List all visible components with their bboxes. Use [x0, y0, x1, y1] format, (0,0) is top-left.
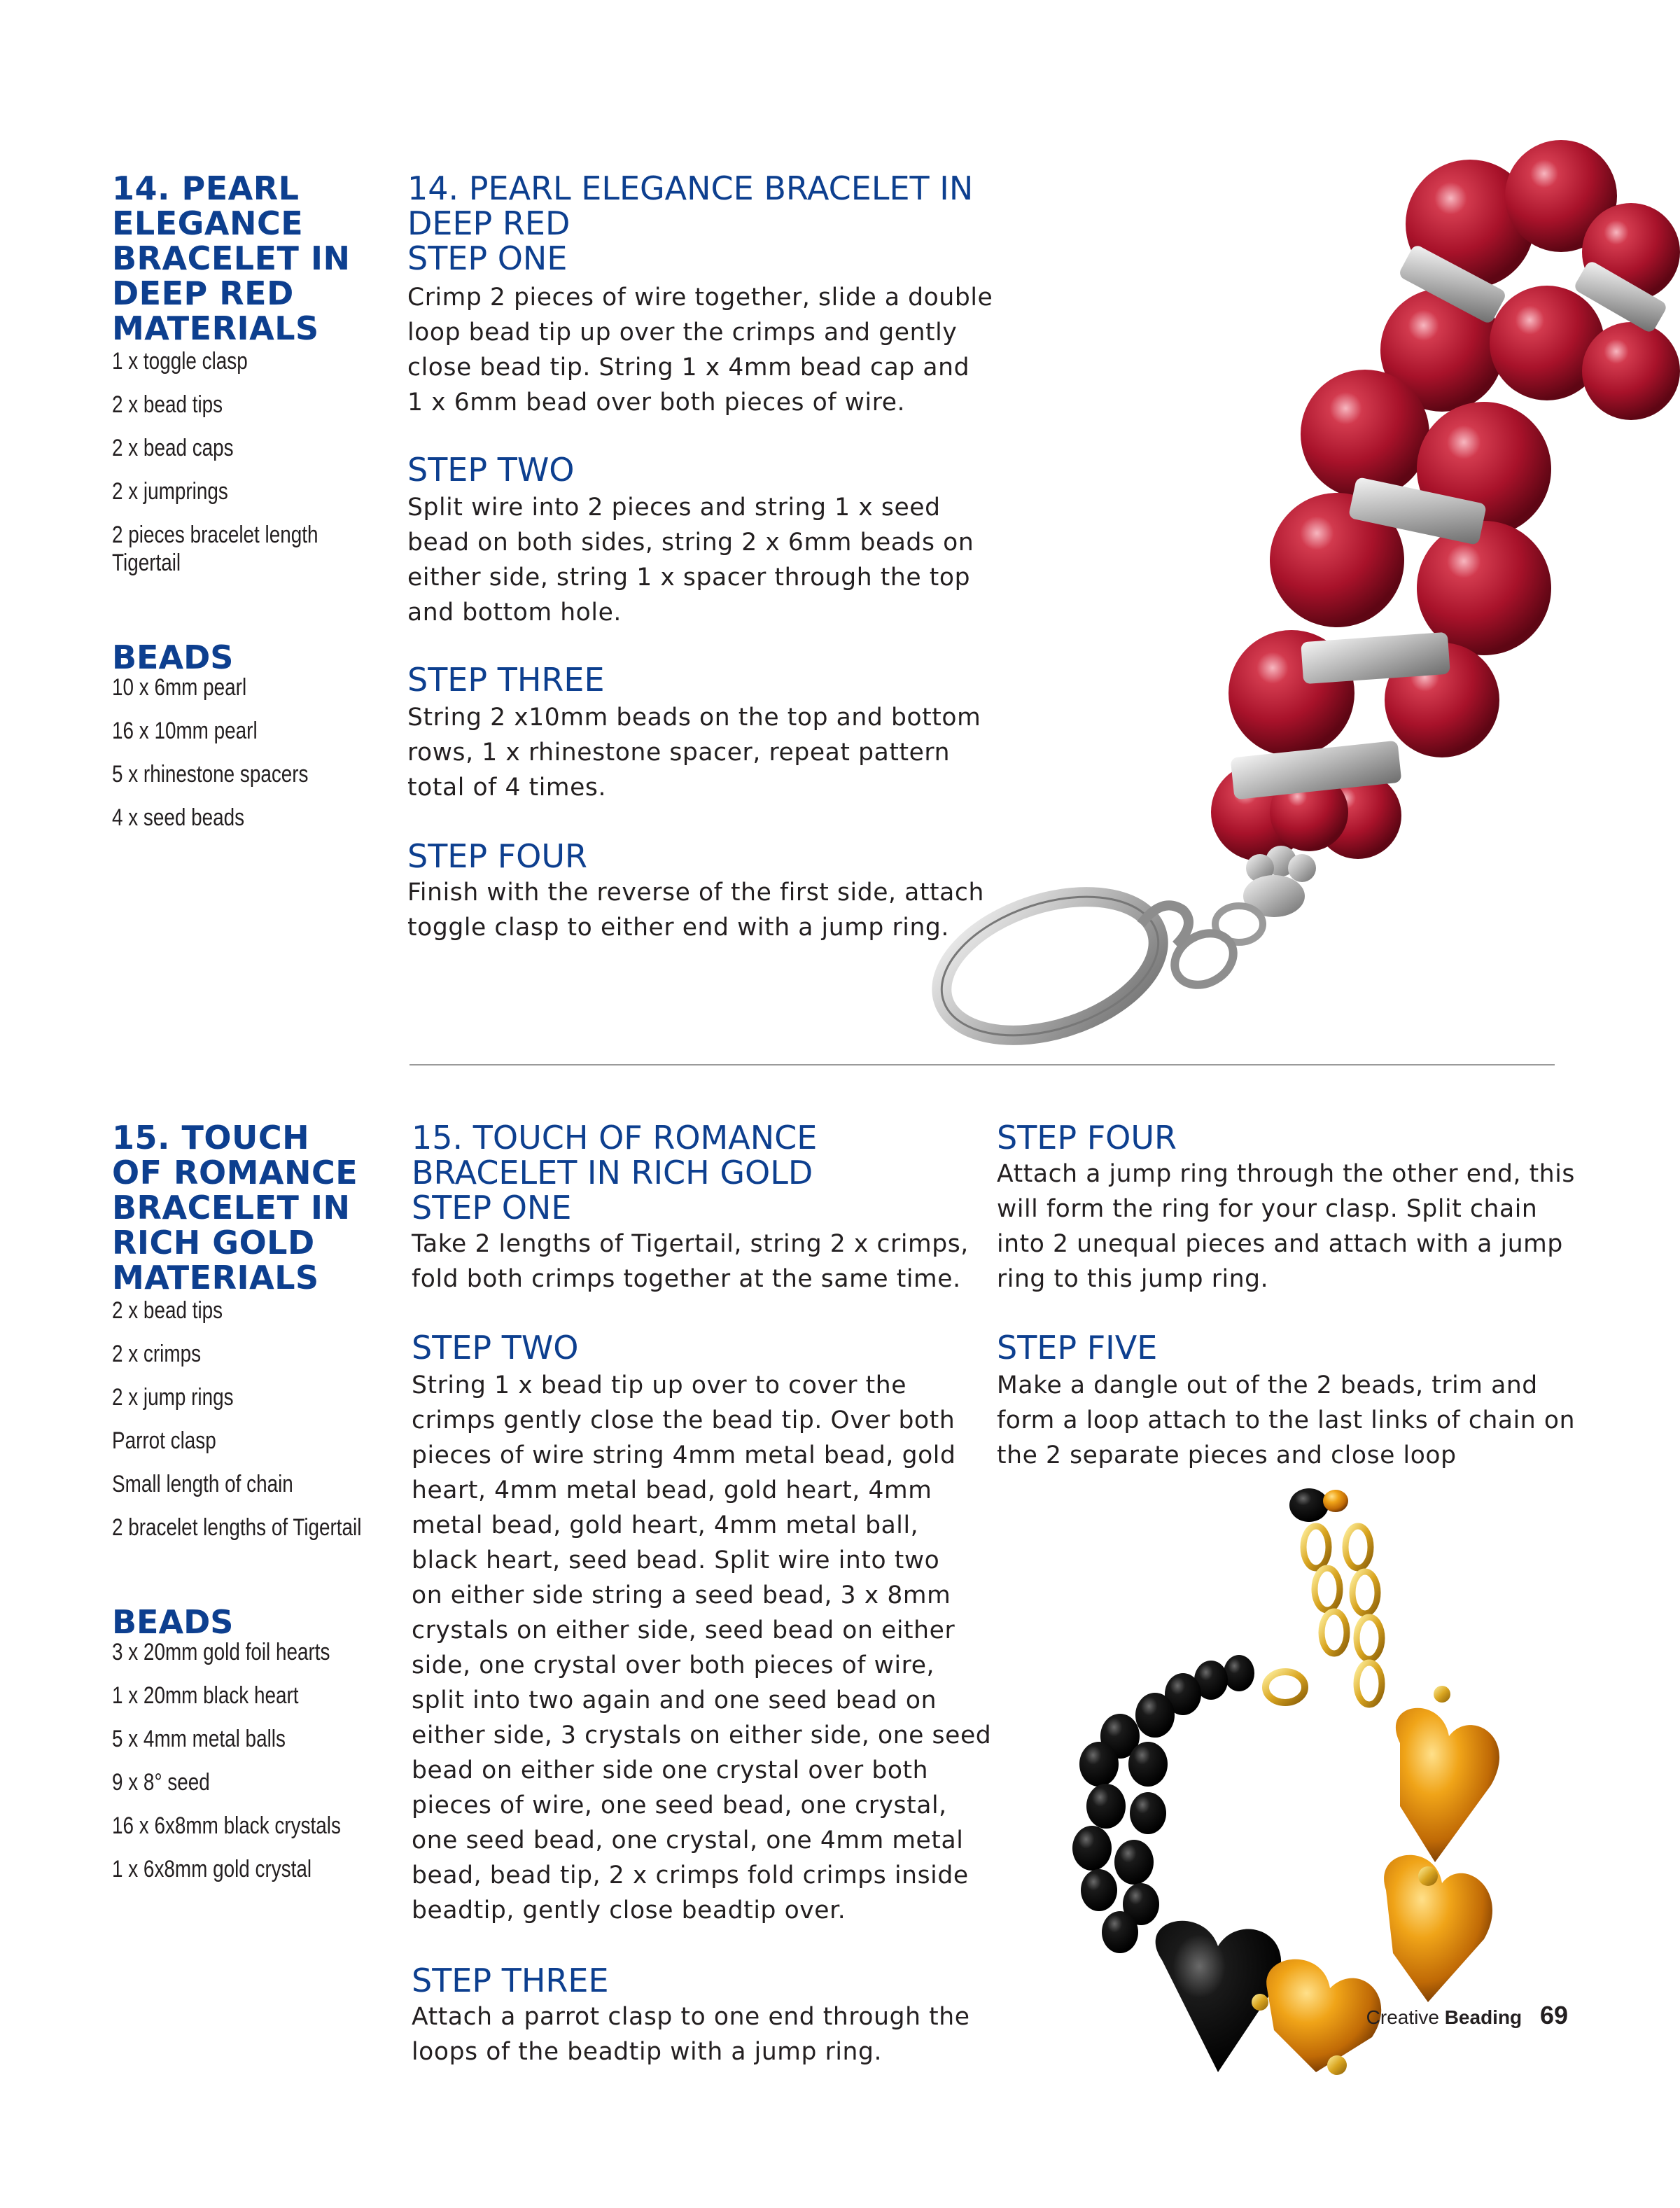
p15-materials-list	[112, 1297, 361, 1557]
list-item: 2 x bead tips	[112, 391, 223, 418]
text-line: loop bead tip up over the crimps and gently	[407, 319, 958, 347]
p14-step-one-heading: STEP ONE	[407, 239, 568, 277]
text-line: either side, 3 crystals on either side, one seed	[412, 1721, 992, 1749]
text-line: crimps gently close the bead tip. Over both	[412, 1406, 955, 1434]
page-number: 69	[1539, 2001, 1568, 2029]
text-line: one seed bead, one crystal, one 4mm metal	[412, 1826, 964, 1854]
text-line: and bottom hole.	[407, 599, 622, 627]
list-item: 5 x 4mm metal balls	[112, 1726, 286, 1752]
p15-main-title-line: 15. TOUCH OF ROMANCE	[412, 1119, 818, 1157]
p15-materials-heading: MATERIALS	[112, 1259, 319, 1297]
list-item: 5 x rhinestone spacers	[112, 761, 309, 788]
p14-main-title	[407, 171, 973, 276]
text-line: toggle clasp to either end with a jump ring.	[407, 914, 949, 942]
text-line: String 2 x10mm beads on the top and bottom	[407, 704, 981, 732]
text-line: close bead tip. String 1 x 4mm bead cap and	[407, 354, 970, 382]
text-line: String 1 x bead tip up over to cover the	[412, 1371, 907, 1399]
text-line: bead, bead tip, 2 x crimps fold crimps inside	[412, 1861, 969, 1889]
p14-step-two-body	[407, 490, 974, 630]
red-pearl-bracelet-photo	[931, 140, 1680, 1029]
p15-sidebar-title-line: RICH GOLD	[112, 1224, 315, 1262]
text-line: Crimp 2 pieces of wire together, slide a double	[407, 284, 993, 312]
p14-step-three-heading: STEP THREE	[407, 661, 605, 699]
text-line: either side, string 1 x spacer through the top	[407, 564, 971, 592]
list-item: 2 bracelet lengths of Tigertail	[112, 1514, 362, 1541]
list-item: 1 x toggle clasp	[112, 348, 248, 375]
magazine-prefix: Creative	[1366, 2006, 1439, 2028]
text-line: side, one crystal over both pieces of wire,	[412, 1651, 935, 1679]
p15-step-four-heading: STEP FOUR	[997, 1119, 1177, 1157]
p14-sidebar-title-line: DEEP RED	[112, 274, 294, 312]
magazine-name: Beading	[1444, 2006, 1522, 2028]
p14-materials-list	[112, 347, 318, 592]
p14-beads-heading: BEADS	[112, 638, 234, 676]
text-line: the 2 separate pieces and close loop	[997, 1441, 1457, 1469]
text-line: fold both crimps together at the same time.	[412, 1265, 961, 1293]
text-line: Attach a jump ring through the other end, this	[997, 1160, 1575, 1188]
p15-sidebar-title-line: OF ROMANCE	[112, 1154, 358, 1192]
p15-beads-heading: BEADS	[112, 1603, 234, 1641]
text-line: split into two again and one seed bead on	[412, 1686, 937, 1714]
text-line: black heart, seed bead. Split wire into two	[412, 1546, 940, 1574]
text-line: bead on both sides, string 2 x 6mm beads on	[407, 529, 974, 557]
text-line: Finish with the reverse of the first side, attach	[407, 879, 984, 907]
p14-step-two-heading: STEP TWO	[407, 451, 575, 489]
page-footer	[1366, 2001, 1568, 2030]
p15-step-three-body	[412, 1999, 970, 2069]
text-line: Split wire into 2 pieces and string 1 x seed	[407, 494, 941, 522]
text-line: will form the ring for your clasp. Split chain	[997, 1195, 1538, 1223]
p15-sidebar-title-line: 15. TOUCH	[112, 1119, 310, 1157]
p14-sidebar-title-line: ELEGANCE	[112, 204, 304, 242]
text-line: metal bead, gold heart, 4mm metal ball,	[412, 1511, 919, 1539]
p14-sidebar-title	[112, 171, 351, 346]
text-line: crystals on either side, seed bead on either	[412, 1616, 955, 1644]
p15-beads-list	[112, 1638, 341, 1899]
list-item: 2 pieces bracelet length Tigertail	[112, 522, 318, 576]
p14-step-four-body	[407, 875, 984, 945]
p15-step-five-body	[997, 1368, 1575, 1473]
p15-step-two-heading: STEP TWO	[412, 1329, 579, 1367]
section-divider	[410, 1064, 1555, 1065]
text-line: pieces of wire string 4mm metal bead, gold	[412, 1441, 956, 1469]
text-line: on either side string a seed bead, 3 x 8mm	[412, 1581, 951, 1609]
list-item: 2 x jumprings	[112, 478, 228, 505]
text-line: rows, 1 x rhinestone spacer, repeat pattern	[407, 739, 951, 767]
p14-materials-heading: MATERIALS	[112, 309, 319, 347]
text-line: form a loop attach to the last links of chain on	[997, 1406, 1576, 1434]
list-item: 2 x bead caps	[112, 435, 234, 461]
text-line: Make a dangle out of the 2 beads, trim and	[997, 1371, 1538, 1399]
p15-step-five-heading: STEP FIVE	[997, 1329, 1158, 1367]
text-line: Attach a parrot clasp to one end through the	[412, 2003, 970, 2031]
list-item: 1 x 20mm black heart	[112, 1682, 299, 1709]
list-item: 16 x 10mm pearl	[112, 718, 258, 744]
p14-sidebar-title-line: 14. PEARL	[112, 169, 300, 207]
p15-step-one-heading: STEP ONE	[412, 1189, 572, 1227]
p15-step-four-body	[997, 1157, 1575, 1297]
list-item: 2 x bead tips	[112, 1297, 223, 1324]
p15-sidebar-title-line: BRACELET IN	[112, 1189, 351, 1227]
p15-step-one-body	[412, 1227, 969, 1297]
p14-main-title-line: DEEP RED	[407, 204, 570, 242]
list-item: Small length of chain	[112, 1471, 293, 1497]
p14-step-three-body	[407, 700, 981, 805]
text-line: 1 x 6mm bead over both pieces of wire.	[407, 389, 906, 417]
p15-main-title-line: BRACELET IN RICH GOLD	[412, 1154, 813, 1192]
p15-sidebar-title	[112, 1120, 358, 1295]
p15-step-two-body	[412, 1368, 991, 1928]
text-line: ring to this jump ring.	[997, 1265, 1269, 1293]
list-item: Parrot clasp	[112, 1427, 216, 1454]
list-item: 2 x crimps	[112, 1341, 202, 1367]
text-line: loops of the beadtip with a jump ring.	[412, 2038, 883, 2066]
p15-step-three-heading: STEP THREE	[412, 1962, 609, 1999]
list-item: 9 x 8° seed	[112, 1769, 210, 1796]
p15-main-title	[412, 1120, 817, 1225]
text-line: into 2 unequal pieces and attach with a jump	[997, 1230, 1563, 1258]
p14-main-title-line: 14. PEARL ELEGANCE BRACELET IN	[407, 169, 974, 207]
text-line: pieces of wire, one seed bead, one crystal,	[412, 1791, 947, 1819]
p14-step-four-heading: STEP FOUR	[407, 837, 588, 875]
list-item: 4 x seed beads	[112, 804, 245, 831]
text-line: Take 2 lengths of Tigertail, string 2 x crimps,	[412, 1230, 969, 1258]
text-line: bead on either side one crystal over both	[412, 1756, 929, 1784]
list-item: 1 x 6x8mm gold crystal	[112, 1856, 312, 1882]
list-item: 10 x 6mm pearl	[112, 674, 247, 701]
text-line: total of 4 times.	[407, 774, 607, 802]
text-line: beadtip, gently close beadtip over.	[412, 1896, 846, 1924]
text-line: heart, 4mm metal bead, gold heart, 4mm	[412, 1476, 932, 1504]
list-item: 2 x jump rings	[112, 1384, 234, 1411]
p14-step-one-body	[407, 280, 993, 420]
list-item: 3 x 20mm gold foil hearts	[112, 1639, 330, 1665]
p14-beads-list	[112, 673, 309, 847]
p14-sidebar-title-line: BRACELET IN	[112, 239, 351, 277]
list-item: 16 x 6x8mm black crystals	[112, 1812, 341, 1839]
